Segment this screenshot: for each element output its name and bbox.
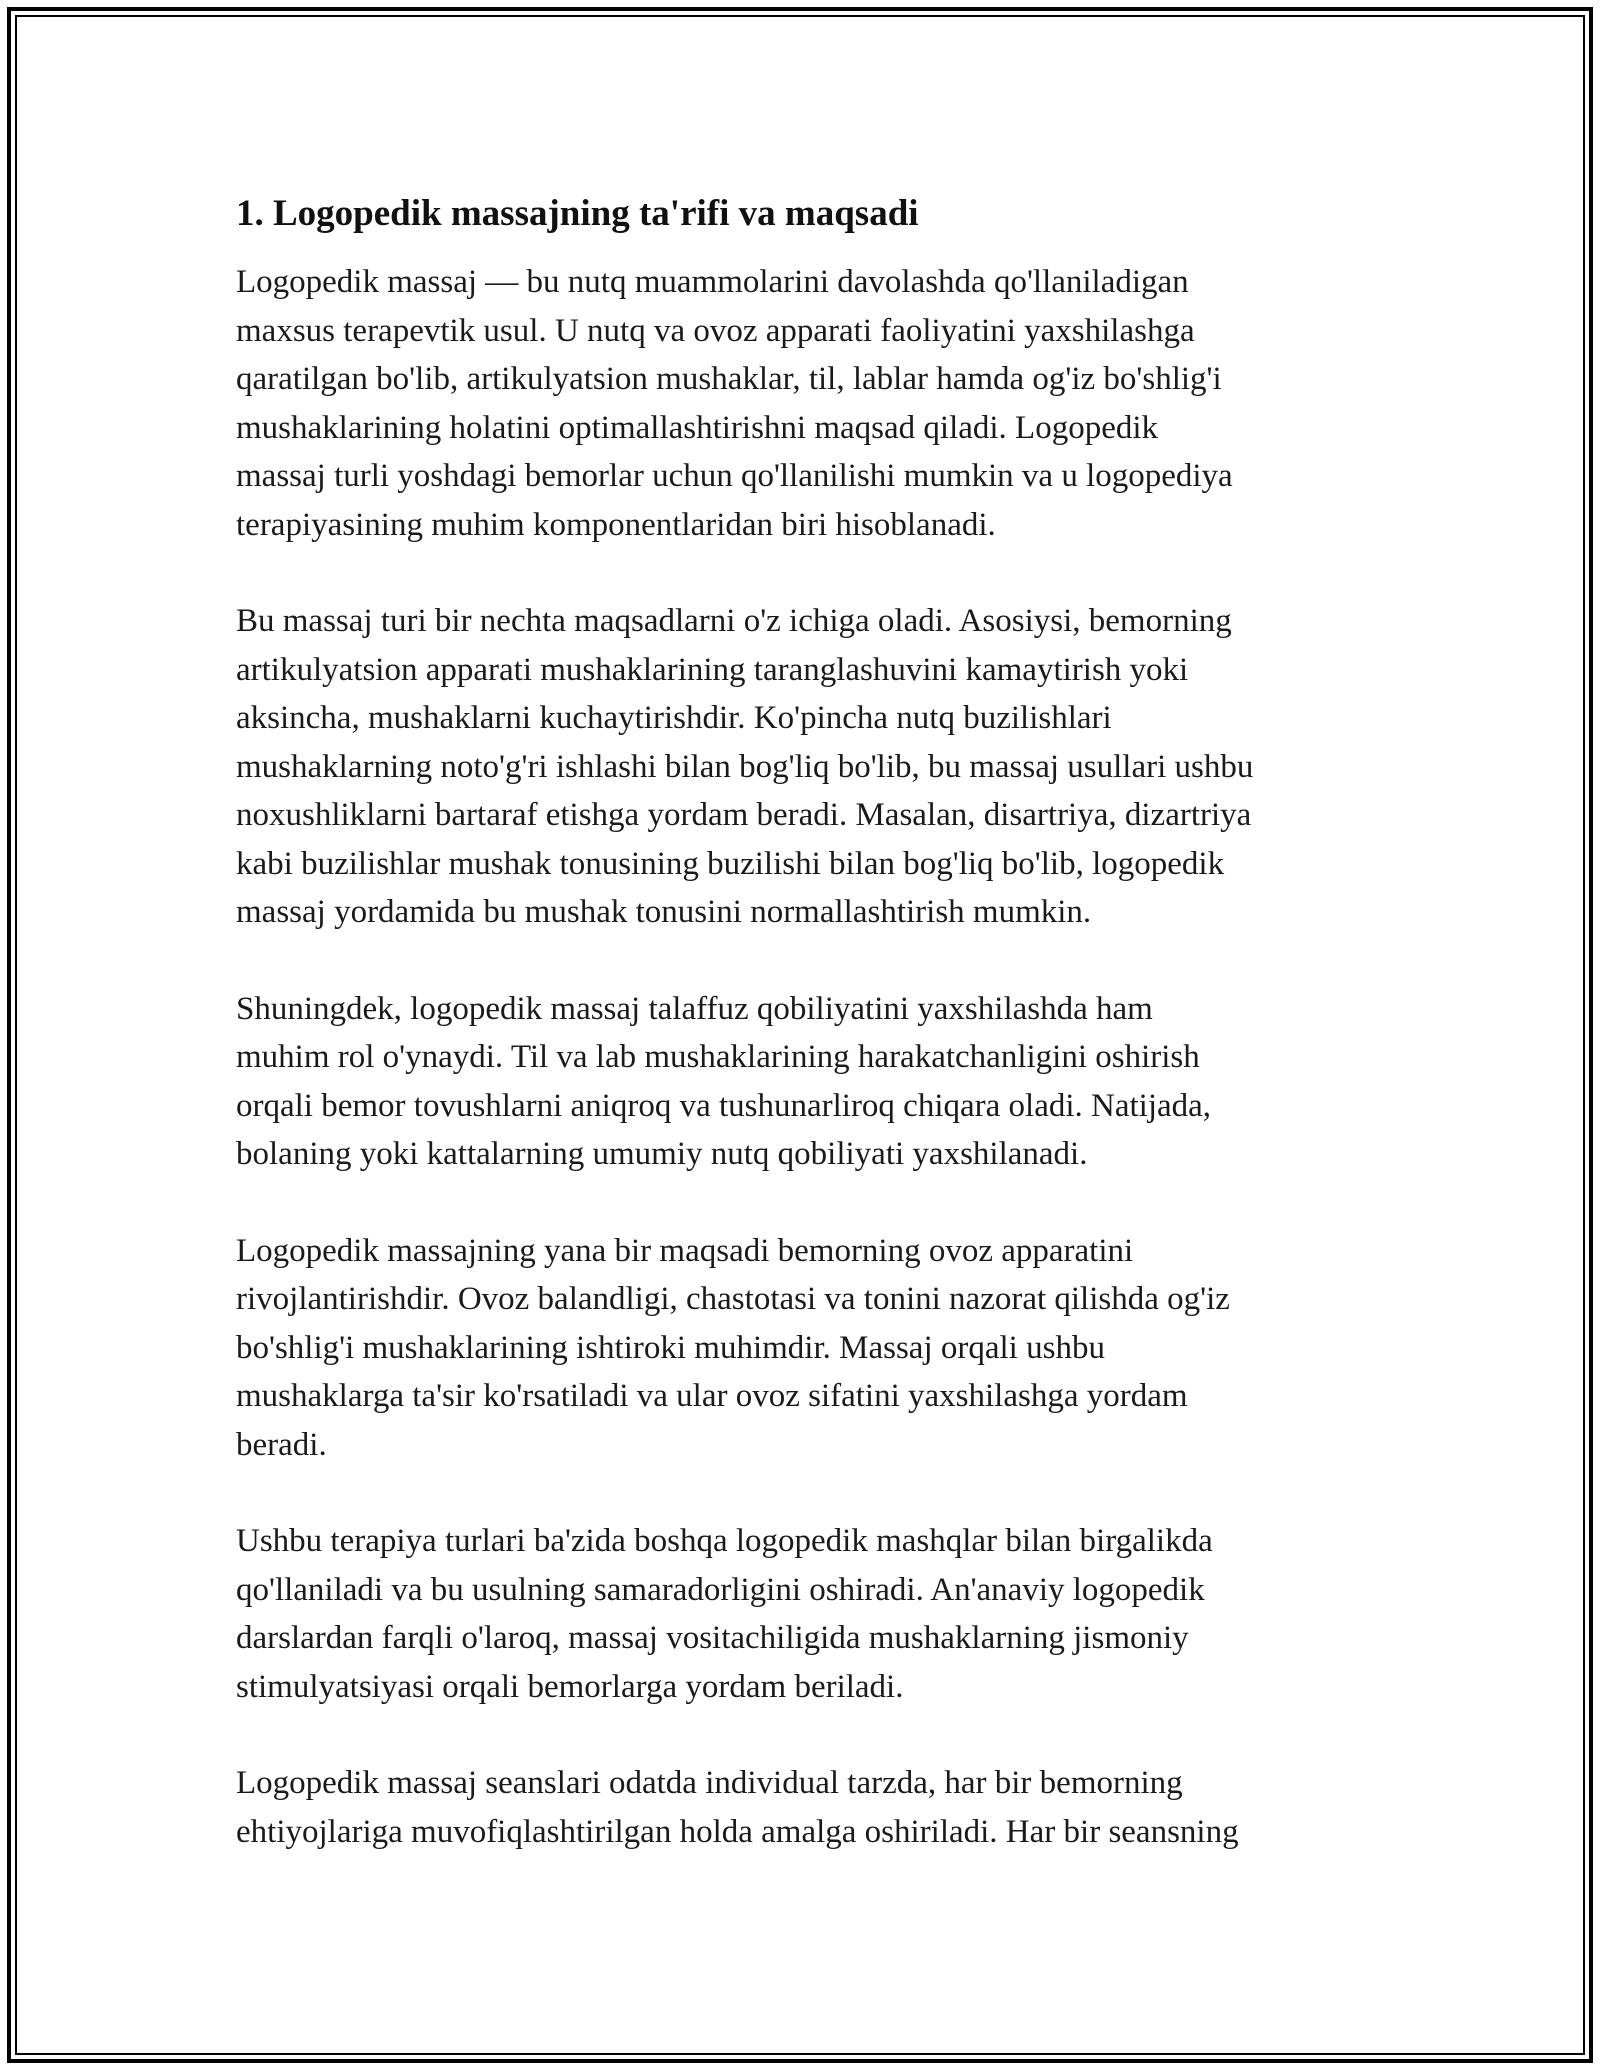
text-line: Logopedik massaj seanslari odatda individual tarzda, har bir bemorning	[236, 1765, 1183, 1801]
paragraph-4	[236, 1227, 1386, 1470]
text-line: massaj yordamida bu mushak tonusini normallashtirish mumkin.	[236, 894, 1092, 930]
text-line: darslardan farqli o'laroq, massaj vositachiligida mushaklarning jismoniy	[236, 1620, 1189, 1656]
text-line: stimulyatsiyasi orqali bemorlarga yordam beriladi.	[236, 1668, 904, 1705]
text-line: bolaning yoki kattalarning umumiy nutq qobiliyati yaxshilanadi.	[236, 1136, 1088, 1172]
paragraph-5	[236, 1517, 1386, 1711]
text-line: noxushliklarni bartaraf etishga yordam beradi. Masalan, disartriya, dizartriya	[236, 797, 1252, 833]
text-line: terapiyasining muhim komponentlaridan biri hisoblanadi.	[236, 506, 996, 543]
text-line: Ushbu terapiya turlari ba'zida boshqa logopedik mashqlar bilan birgalikda	[236, 1523, 1213, 1559]
section-heading: 1. Logopedik massajning ta'rifi va maqsadi	[236, 193, 919, 234]
text-line: beradi.	[236, 1426, 327, 1463]
text-line: mushaklarning noto'g'ri ishlashi bilan bog'liq bo'lib, bu massaj usullari ushbu	[236, 748, 1254, 785]
text-line: muhim rol o'ynaydi. Til va lab mushaklarining harakatchanligini oshirish	[236, 1039, 1200, 1075]
text-line: qo'llaniladi va bu usulning samaradorligini oshiradi. An'anaviy logopedik	[236, 1571, 1205, 1608]
text-line: kabi buzilishlar mushak tonusining buzilishi bilan bog'liq bo'lib, logopedik	[236, 845, 1225, 882]
text-line: orqali bemor tovushlarni aniqroq va tushunarliroq chiqara oladi. Natijada,	[236, 1087, 1212, 1124]
paragraph-1	[236, 258, 1386, 549]
paragraph-2	[236, 597, 1386, 937]
paragraph-3	[236, 985, 1386, 1179]
text-line: Logopedik massajning yana bir maqsadi bemorning ovoz apparatini	[236, 1232, 1134, 1269]
text-line: aksincha, mushaklarni kuchaytirishdir. Ko'pincha nutq buzilishlari	[236, 700, 1112, 736]
text-line: mushaklarining holatini optimallashtirishni maqsad qiladi. Logopedik	[236, 409, 1159, 446]
text-line: artikulyatsion apparati mushaklarining taranglashuvini kamaytirish yoki	[236, 651, 1189, 688]
paragraph-6	[236, 1759, 1386, 1856]
text-line: ehtiyojlariga muvofiqlashtirilgan holda amalga oshiriladi. Har bir seansning	[236, 1813, 1239, 1850]
text-line: Shuningdek, logopedik massaj talaffuz qobiliyatini yaxshilashda ham	[236, 990, 1153, 1027]
text-line: maxsus terapevtik usul. U nutq va ovoz apparati faoliyatini yaxshilashga	[236, 312, 1195, 349]
text-line: massaj turli yoshdagi bemorlar uchun qo'llanilishi mumkin va u logopediya	[236, 458, 1233, 494]
text-line: qaratilgan bo'lib, artikulyatsion mushaklar, til, lablar hamda og'iz bo'shlig'i	[236, 361, 1222, 397]
text-line: bo'shlig'i mushaklarining ishtiroki muhimdir. Massaj orqali ushbu	[236, 1329, 1105, 1366]
text-line: Bu massaj turi bir nechta maqsadlarni o'z ichiga oladi. Asosiysi, bemorning	[236, 603, 1232, 639]
text-line: mushaklarga ta'sir ko'rsatiladi va ular ovoz sifatini yaxshilashga yordam	[236, 1378, 1188, 1414]
text-line: rivojlantirishdir. Ovoz balandligi, chastotasi va tonini nazorat qilishda og'iz	[236, 1281, 1230, 1317]
text-line: Logopedik massaj — bu nutq muammolarini davolashda qo'llaniladigan	[236, 264, 1189, 300]
document-body	[236, 190, 1386, 1904]
